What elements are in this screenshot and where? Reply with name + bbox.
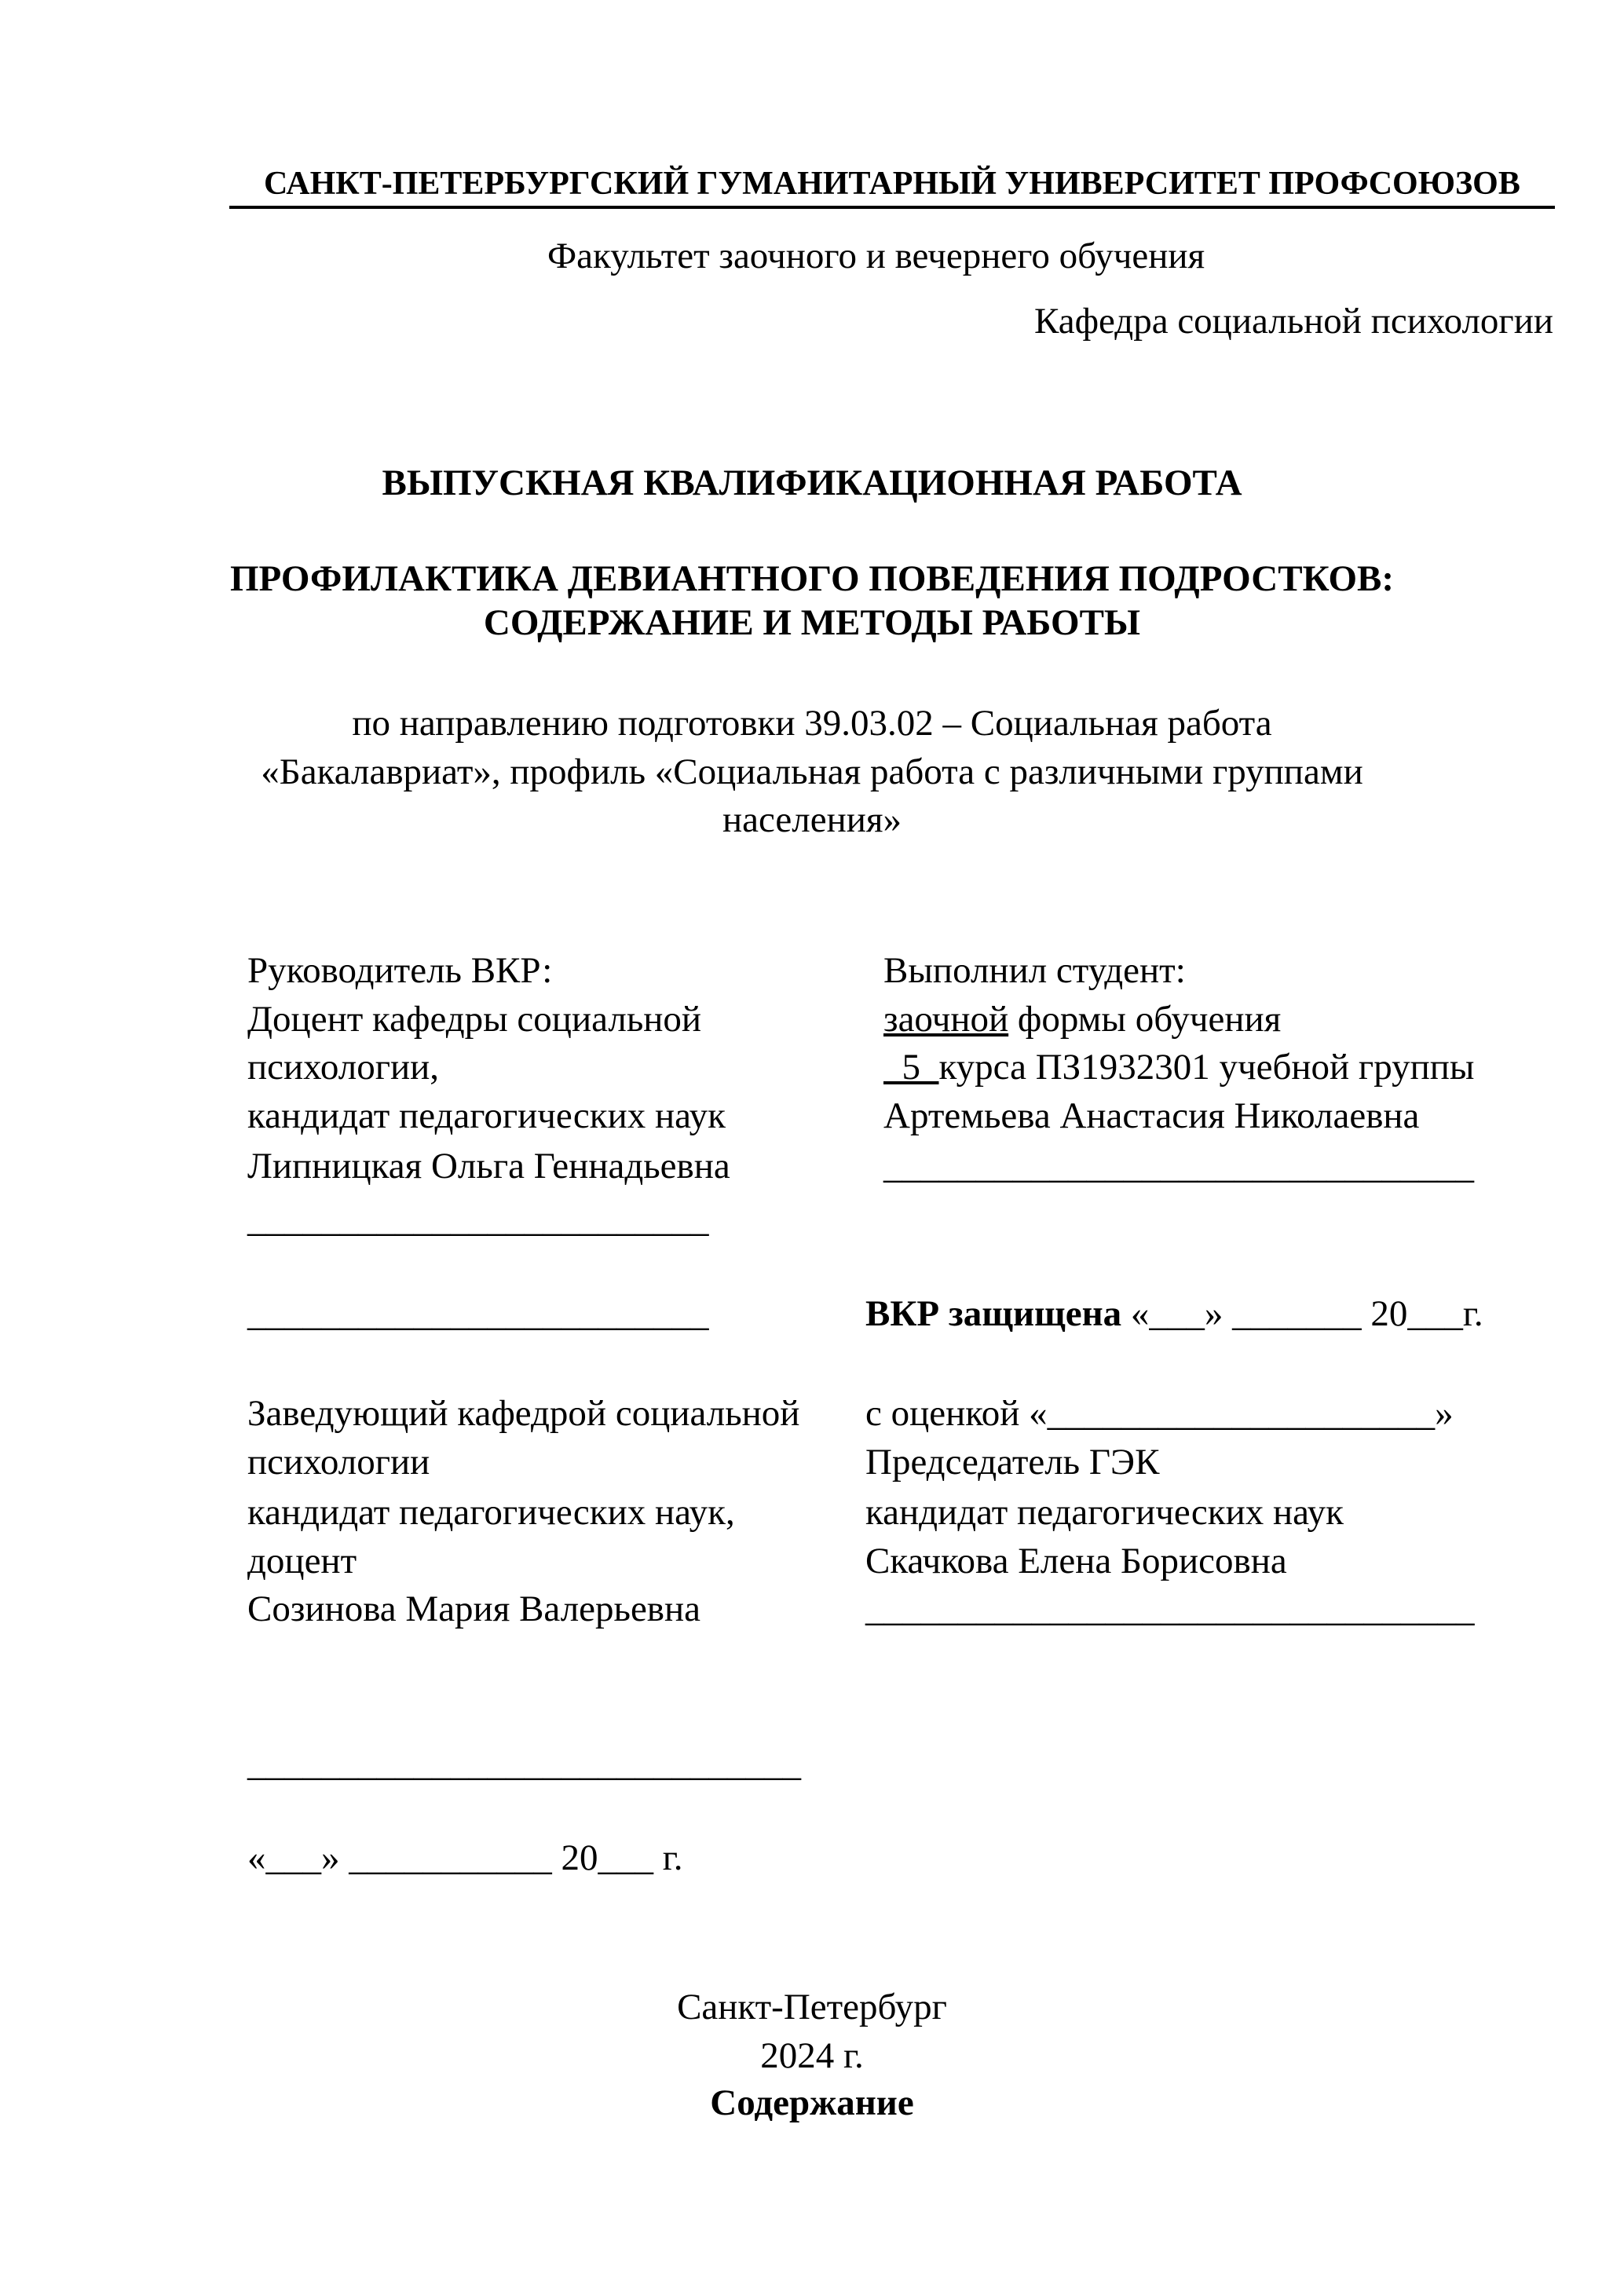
- header-rule: [229, 206, 1555, 209]
- student-label: Выполнил студент:: [883, 950, 1186, 991]
- head-date-line: «___» ___________ 20___ г.: [247, 1837, 683, 1878]
- defense-date-blank: «___» _______ 20___г.: [1121, 1293, 1483, 1334]
- direction-line-1: по направлению подготовки 39.03.02 – Социальная работа: [352, 703, 1272, 744]
- head-name: Созинова Мария Валерьевна: [247, 1589, 701, 1629]
- defense-label: ВКР защищена: [865, 1293, 1122, 1334]
- direction-line-2: «Бакалавриат», профиль «Социальная работа с различными группами: [261, 751, 1363, 792]
- course-number: 5: [883, 1047, 939, 1088]
- city: Санкт-Петербург: [677, 1987, 947, 2027]
- supervisor-date-line: _________________________: [247, 1293, 709, 1334]
- supervisor-position: Доцент кафедры социальной: [247, 999, 702, 1040]
- supervisor-name: Липницкая Ольга Геннадьевна: [247, 1146, 730, 1186]
- faculty: Факультет заочного и вечернего обучения: [547, 236, 1205, 276]
- supervisor-position-2: психологии,: [247, 1047, 440, 1088]
- topic-line-1: ПРОФИЛАКТИКА ДЕВИАНТНОГО ПОВЕДЕНИЯ ПОДРОСТКОВ:: [229, 558, 1395, 599]
- student-form: [883, 996, 1281, 1043]
- chair-name: Скачкова Елена Борисовна: [865, 1541, 1287, 1581]
- chair-degree: кандидат педагогических наук: [865, 1492, 1344, 1533]
- topic-line-2: СОДЕРЖАНИЕ И МЕТОДЫ РАБОТЫ: [483, 602, 1141, 643]
- study-form-rest: формы обучения: [1008, 999, 1282, 1040]
- defense-date: [865, 1290, 1483, 1337]
- supervisor-degree: кандидат педагогических наук: [247, 1095, 726, 1136]
- chair-signature-line: _________________________________: [865, 1589, 1475, 1629]
- chair-label: Председатель ГЭК: [865, 1442, 1160, 1483]
- study-form: заочной: [883, 999, 1009, 1040]
- supervisor-label: Руководитель ВКР:: [247, 950, 553, 991]
- work-type-title: ВЫПУСКНАЯ КВАЛИФИКАЦИОННАЯ РАБОТА: [382, 462, 1242, 503]
- head-title: доцент: [247, 1541, 357, 1581]
- direction-line-3: населения»: [722, 799, 902, 840]
- head-signature-line: ______________________________: [247, 1743, 801, 1784]
- head-position: Заведующий кафедрой социальной: [247, 1393, 800, 1434]
- student-signature-line: ________________________________: [883, 1146, 1474, 1186]
- course-group: курса ПЗ1932301 учебной группы: [938, 1047, 1475, 1088]
- contents-heading: Содержание: [710, 2082, 914, 2123]
- student-name: Артемьева Анастасия Николаевна: [883, 1095, 1420, 1136]
- student-course: [883, 1044, 1474, 1091]
- supervisor-signature-line: _________________________: [247, 1199, 709, 1240]
- university-name: САНКТ-ПЕТЕРБУРГСКИЙ ГУМАНИТАРНЫЙ УНИВЕРСИТЕТ ПРОФСОЮЗОВ: [264, 166, 1520, 202]
- year: 2024 г.: [760, 2035, 864, 2076]
- department: Кафедра социальной психологии: [1034, 301, 1553, 342]
- head-position-2: психологии: [247, 1442, 430, 1483]
- defense-grade: с оценкой «_____________________»: [865, 1393, 1454, 1434]
- head-degree: кандидат педагогических наук,: [247, 1492, 735, 1533]
